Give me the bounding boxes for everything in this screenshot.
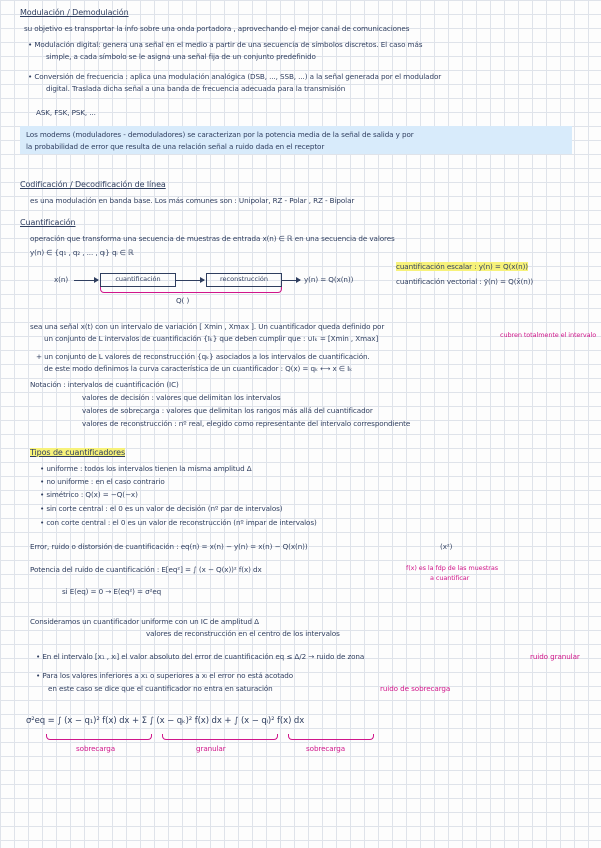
notation: valores de decisión : valores que delimitan los intervalos: [82, 393, 281, 402]
overload-brace: [46, 734, 152, 740]
q-label: Q( ): [176, 296, 190, 305]
intro-line: su objetivo es transportar la info sobre una onda portadora , aprovechando el mejor canal de comunicaciones: [24, 24, 410, 33]
section-text: es una modulación en banda base. Los más comunes son : Unipolar, RZ - Polar , RZ - Bipolar: [30, 196, 355, 205]
uniform-text: valores de reconstrucción en el centro de los intervalos: [146, 629, 340, 638]
definition: y(n) ∈ {q₁ , q₂ , ... , qₗ} qᵢ ∈ ℝ: [30, 248, 134, 257]
types-item: • no uniforme : en el caso contrario: [40, 477, 165, 486]
section-title: Codificación / Decodificación de línea: [20, 180, 166, 189]
error-definition: Error, ruido o distorsión de cuantificación : eq(n) = x(n) − y(n) = x(n) − Q(x(n)): [30, 542, 308, 551]
uniform-bullet: • Para los valores inferiores a x₁ o superiores a xₗ el error no está acotado: [36, 671, 294, 680]
pdf-note: a cuantificar: [430, 574, 470, 582]
intro-bullet: digital. Traslada dicha señal a una banda de frecuencia adecuada para la transmisión: [46, 84, 346, 93]
pdf-note: f(x) es la fdp de las muestras: [406, 564, 499, 572]
scalar-quantization: cuantificación escalar : y(n) = Q(x(n)): [396, 262, 529, 271]
notation: valores de reconstrucción : nº real, elegido como representante del intervalo correspondiente: [82, 419, 411, 428]
page-title: Modulación / Demodulación: [20, 8, 129, 17]
error-superscript: (x²): [440, 542, 453, 551]
noise-power: Potencia del ruido de cuantificación : E[eq²] = ∫ (x − Q(x))² f(x) dx: [30, 565, 262, 574]
input-label: x(n): [54, 275, 69, 284]
overload-note: ruido de sobrecarga: [380, 684, 451, 693]
overload-label: sobrecarga: [306, 744, 346, 753]
definition: operación que transforma una secuencia de muestras de entrada x(n) ∈ ℝ en una secuencia de valores: [30, 234, 395, 243]
interval-text: un conjunto de L intervalos de cuantificación {Iₖ} que deben cumplir que : ∪Iₖ = [Xmin , Xmax]: [44, 334, 379, 343]
interval-note: cubren totalmente el intervalo: [500, 331, 597, 339]
modems-text: Los modems (moduladores - demoduladores) se caracterizan por la potencia media de la señal de salida y por: [26, 130, 414, 139]
notation: Notación : intervalos de cuantificación (IC): [30, 380, 179, 389]
types-title: Tipos de cuantificadores: [30, 448, 126, 457]
reconstruction-block: reconstrucción: [206, 273, 282, 287]
granular-label: granular: [196, 744, 226, 753]
variance-formula: σ²eq = ∫ (x − q₁)² f(x) dx + Σ ∫ (x − qₖ)² f(x) dx + ∫ (x − qₗ)² f(x) dx: [26, 716, 305, 726]
arrow: [282, 280, 300, 281]
intro-examples: ASK, FSK, PSK, ...: [36, 108, 96, 117]
intro-bullet: • Modulación digital: genera una señal en el medio a partir de una secuencia de símbolos discretos. El caso más: [28, 40, 423, 49]
types-item: • con corte central : el 0 es un valor de reconstrucción (nº impar de intervalos): [40, 518, 317, 527]
arrow: [74, 280, 98, 281]
uniform-bullet: • En el intervalo [x₁ , xₗ] el valor absoluto del error de cuantificación eq ≤ Δ/2 → ruido de zona: [36, 652, 365, 661]
zero-mean-note: si E(eq) = 0 → E(eq²) = σ²eq: [62, 587, 162, 596]
granular-note: ruido granular: [530, 652, 580, 661]
intro-bullet: simple, a cada símbolo se le asigna una señal fija de un conjunto predefinido: [46, 52, 316, 61]
types-item: • sin corte central : el 0 es un valor de decisión (nº par de intervalos): [40, 504, 283, 513]
interval-text: + un conjunto de L valores de reconstrucción {qₖ} asociados a los intervalos de cuantificación.: [36, 352, 370, 361]
notation: valores de sobrecarga : valores que delimitan los rangos más allá del cuantificador: [82, 406, 373, 415]
modems-text: la probabilidad de error que resulta de una relación señal a ruido dada en el receptor: [26, 142, 325, 151]
interval-text: sea una señal x(t) con un intervalo de variación [ Xmin , Xmax ]. Un cuantificador queda definido por: [30, 322, 385, 331]
arrow: [176, 280, 204, 281]
quantizer-block: cuantificación: [100, 273, 176, 287]
overload-label: sobrecarga: [76, 744, 116, 753]
uniform-text: Consideramos un cuantificador uniforme con un IC de amplitud Δ: [30, 617, 259, 626]
q-brace: [100, 287, 282, 293]
intro-bullet: • Conversión de frecuencia : aplica una modulación analógica (DSB, ..., SSB, ...) a la señal generada por el modulador: [28, 72, 442, 81]
vector-quantization: cuantificación vectorial : ȳ(n) = Q(x̄(n)): [396, 277, 534, 286]
overload-brace: [288, 734, 374, 740]
output-label: y(n) = Q(x(n)): [304, 275, 354, 284]
types-item: • uniforme : todos los intervalos tienen la misma amplitud Δ: [40, 464, 252, 473]
granular-brace: [162, 734, 278, 740]
uniform-bullet: en este caso se dice que el cuantificador no entra en saturación: [48, 684, 273, 693]
subsection-title: Cuantificación: [20, 218, 76, 227]
types-item: • simétrico : Q(x) = −Q(−x): [40, 490, 138, 499]
interval-text: de este modo definimos la curva característica de un cuantificador : Q(x) = qₖ ⟷ x ∈ Iₖ: [44, 364, 353, 373]
